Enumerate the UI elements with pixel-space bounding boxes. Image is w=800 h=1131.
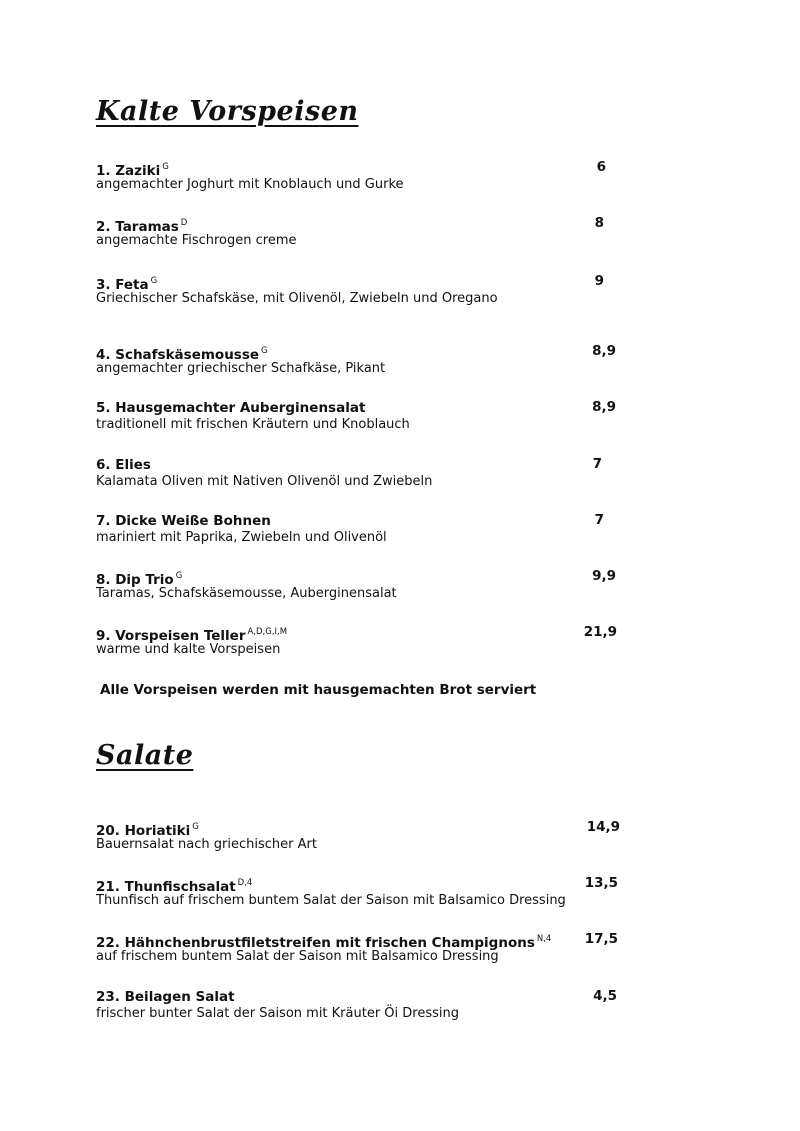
- item-price: 13,5: [584, 875, 618, 891]
- menu-item-dicke-weisse-bohnen: [96, 511, 604, 547]
- item-title: 20. Horiatiki $^G$: [96, 822, 199, 839]
- item-price: 7: [594, 512, 604, 528]
- menu-item-taramas: [96, 214, 604, 250]
- item-title: 22. Hähnchenbrustfiletstreifen mit frischen Champignons $^{N,4}$: [96, 934, 552, 951]
- menu-item-dip-trio: [96, 567, 616, 603]
- item-price: 9: [594, 273, 604, 289]
- item-description: Bauernsalat nach griechischer Art: [96, 837, 317, 852]
- item-price: 14,9: [586, 819, 620, 835]
- item-price: 4,5: [593, 988, 617, 1004]
- item-description: auf frischem buntem Salat der Saison mit Balsamico Dressing: [96, 949, 499, 964]
- item-title: 8. Dip Trio $^G$: [96, 571, 183, 588]
- menu-item-zaziki: [96, 158, 606, 194]
- item-price: 8,9: [592, 399, 616, 415]
- allergen-codes: D: [180, 218, 188, 228]
- item-title: 1. Zaziki $^G$: [96, 162, 169, 179]
- item-description: frischer bunter Salat der Saison mit Kräuter Öi Dressing: [96, 1006, 459, 1021]
- section-heading-kalte-vorspeisen: Kalte Vorspeisen: [96, 96, 359, 127]
- allergen-codes: N,4: [536, 934, 552, 944]
- item-price: 21,9: [583, 624, 617, 640]
- allergen-codes: G: [150, 276, 158, 286]
- menu-item-thunfischsalat: [96, 874, 618, 910]
- item-description: Taramas, Schafskäsemousse, Auberginensalat: [96, 586, 397, 601]
- item-description: Griechischer Schafskäse, mit Olivenöl, Zwiebeln und Oregano: [96, 291, 498, 306]
- item-description: angemachter griechischer Schafkäse, Pikant: [96, 361, 386, 376]
- item-price: 17,5: [584, 931, 618, 947]
- item-description: Kalamata Oliven mit Nativen Olivenöl und Zwiebeln: [96, 474, 433, 489]
- bread-note: Alle Vorspeisen werden mit hausgemachten Brot serviert: [100, 682, 537, 698]
- item-price: 8,9: [592, 343, 616, 359]
- allergen-codes: G: [192, 822, 199, 832]
- menu-item-auberginensalat: [96, 398, 616, 434]
- menu-item-elies: [96, 455, 602, 491]
- item-description: angemachte Fischrogen creme: [96, 233, 297, 248]
- item-price: 6: [596, 159, 606, 175]
- item-title: 7. Dicke Weiße Bohnen: [96, 513, 271, 529]
- menu-item-beilagen-salat: [96, 987, 617, 1023]
- menu-item-feta: [96, 272, 604, 308]
- menu-item-schafskaesemousse: [96, 342, 616, 378]
- item-price: 8: [594, 215, 604, 231]
- allergen-codes: G: [261, 346, 268, 356]
- menu-item-horiatiki: [96, 818, 620, 854]
- item-price: 9,9: [592, 568, 616, 584]
- item-description: Thunfisch auf frischem buntem Salat der Saison mit Balsamico Dressing: [96, 893, 566, 908]
- item-title: 3. Feta $^G$: [96, 276, 158, 293]
- item-title: 5. Hausgemachter Auberginensalat: [96, 400, 366, 416]
- section-heading-salate: Salate: [96, 740, 194, 771]
- item-title: 6. Elies: [96, 457, 151, 473]
- allergen-codes: G: [175, 571, 183, 581]
- allergen-codes: A,D,G,I,M: [247, 627, 288, 637]
- item-title: 21. Thunfischsalat $^{D,4}$: [96, 878, 253, 895]
- menu-item-vorspeisen-teller: [96, 623, 617, 659]
- item-description: mariniert mit Paprika, Zwiebeln und Olivenöl: [96, 530, 387, 545]
- item-price: 7: [592, 456, 602, 472]
- allergen-codes: D,4: [237, 878, 253, 888]
- item-title: 2. Taramas $^D$: [96, 218, 188, 235]
- item-title: 4. Schafskäsemousse $^G$: [96, 346, 268, 363]
- item-description: angemachter Joghurt mit Knoblauch und Gurke: [96, 177, 404, 192]
- menu-item-haehnchenbrustfiletstreifen: [96, 930, 618, 966]
- item-title: 9. Vorspeisen Teller $^{A,D,G,I,M}$: [96, 627, 288, 644]
- item-description: warme und kalte Vorspeisen: [96, 642, 281, 657]
- allergen-codes: G: [162, 162, 169, 172]
- item-title: 23. Beilagen Salat: [96, 989, 235, 1005]
- item-description: traditionell mit frischen Kräutern und Knoblauch: [96, 417, 410, 432]
